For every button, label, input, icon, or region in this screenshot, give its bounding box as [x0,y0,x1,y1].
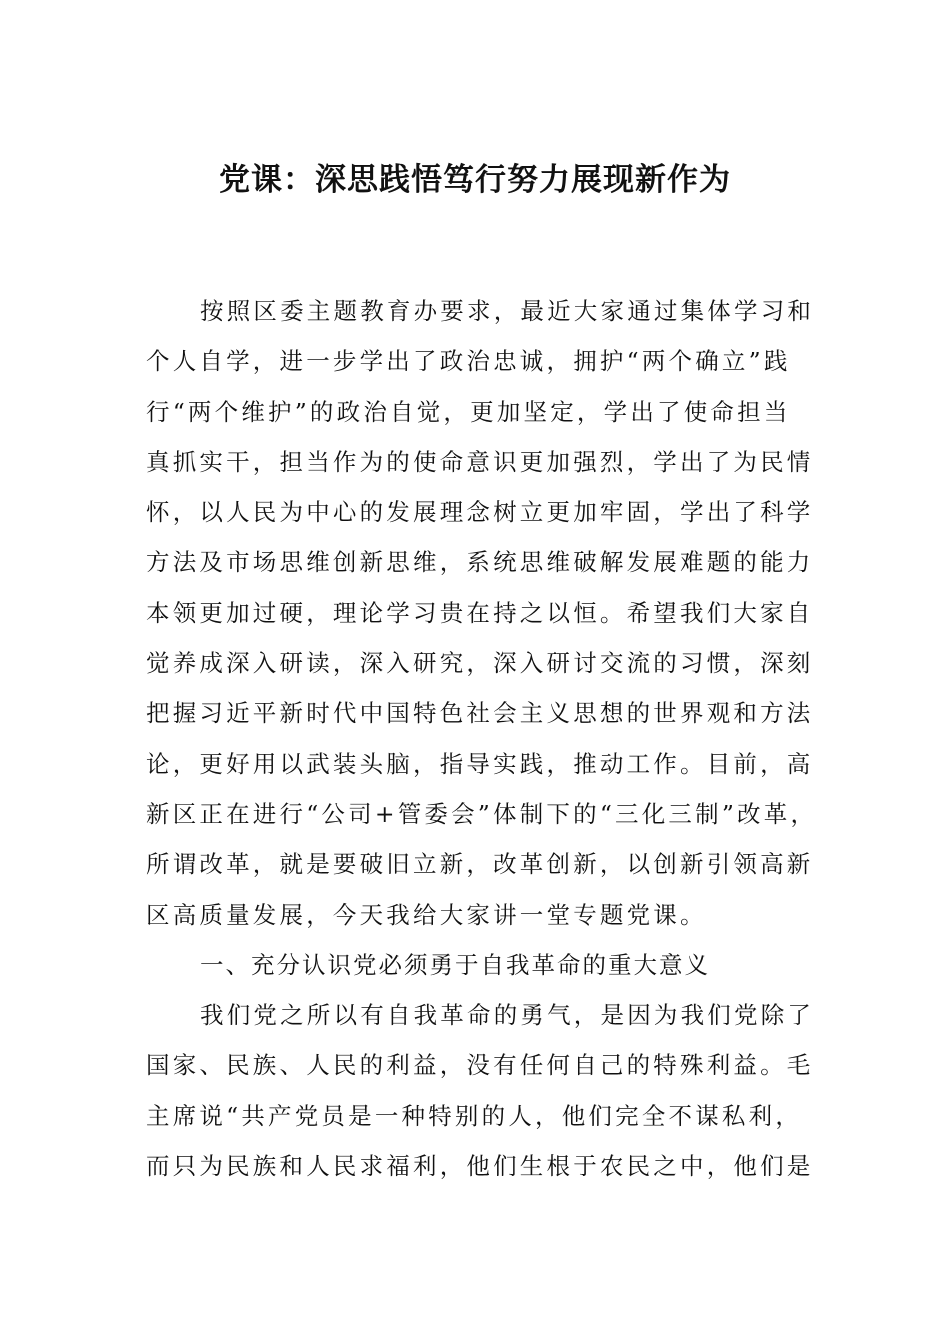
section-heading: 一、充分认识党必须勇于自我革命的重大意义 [200,950,710,979]
text-line: 所谓改革，就是要破旧立新，改革创新，以创新引领高新 [146,850,814,879]
text-line: 论，更好用以武装头脑，指导实践，推动工作。目前，高 [146,749,814,778]
document-body [146,286,818,1191]
paragraph-1 [146,286,818,940]
text-line: 国家、民族、人民的利益，没有任何自己的特殊利益。毛 [146,1051,814,1080]
text-line: 方法及市场思维创新思维，系统思维破解发展难题的能力 [146,548,814,577]
text-line: 我们党之所以有自我革命的勇气，是因为我们党除了 [200,1001,815,1030]
text-line: 真抓实干，担当作为的使命意识更加强烈，学出了为民情 [146,447,814,476]
text-line: 本领更加过硬，理论学习贵在持之以恒。希望我们大家自 [146,598,814,627]
text-line: 把握习近平新时代中国特色社会主义思想的世界观和方法 [146,699,814,728]
text-line: 按照区委主题教育办要求，最近大家通过集体学习和 [200,297,815,325]
text-line: 觉养成深入研读，深入研究，深入研讨交流的习惯，深刻 [146,649,814,678]
text-line: 区高质量发展，今天我给大家讲一堂专题党课。 [146,900,707,929]
text-line: 主席说“共产党员是一种特别的人，他们完全不谋私利， [146,1101,803,1130]
text-line: 行“两个维护”的政治自觉，更加坚定，学出了使命担当 [146,397,791,426]
document-title: 党课：深思践悟笃行努力展现新作为 [219,162,731,198]
paragraph-2 [146,990,815,1191]
text-line: 新区正在进行“公司+管委会”体制下的“三化三制”改革， [146,799,818,828]
text-line: 怀，以人民为中心的发展理念树立更加牢固，学出了科学 [146,498,814,527]
text-line: 个人自学，进一步学出了政治忠诚，拥护“两个确立”践 [146,347,791,376]
text-line: 而只为民族和人民求福利，他们生根于农民之中，他们是 [146,1152,814,1181]
